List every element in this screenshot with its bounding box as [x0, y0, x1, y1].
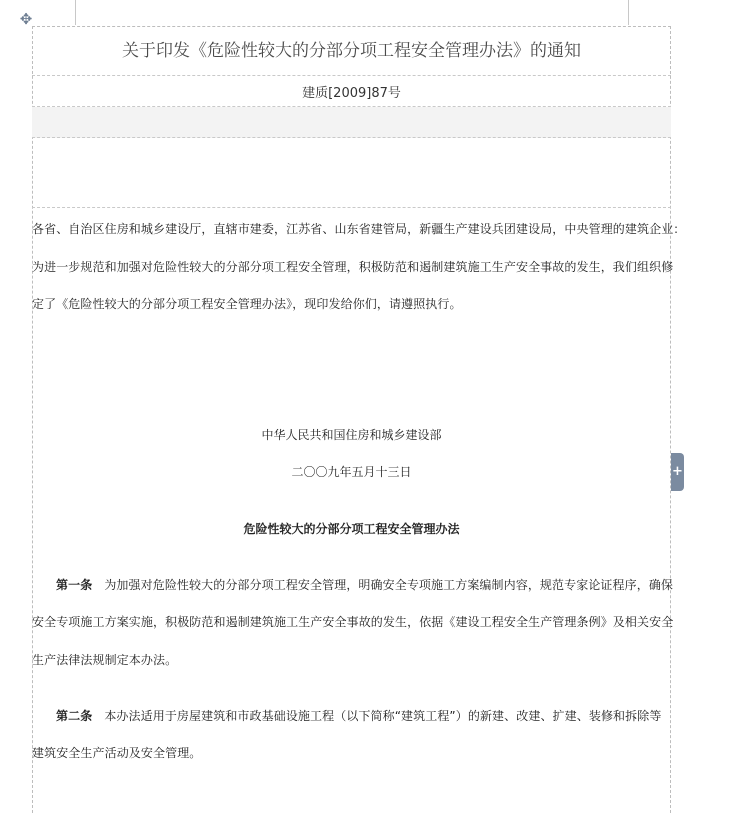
intro-line-2: 定了《危险性较大的分部分项工程安全管理办法》，现印发给你们，请遵照执行。: [32, 297, 462, 311]
article1-text-1: 为加强对危险性较大的分部分项工程安全管理，明确安全专项施工方案编制内容，规范专家论证程序，确保: [104, 578, 674, 592]
article1-line-2: 安全专项施工方案实施，积极防范和遏制建筑施工生产安全事故的发生，依据《建设工程安全生产管理条例》及相关安全: [32, 615, 674, 629]
crop-mark-right: [628, 0, 629, 25]
intro-line-1: 为进一步规范和加强对危险性较大的分部分项工程安全管理，积极防范和遏制建筑施工生产安全事故的发生，我们组织修: [32, 260, 674, 274]
gray-row: [32, 107, 671, 138]
article2-label: 第二条: [56, 709, 93, 723]
issue-date: 二〇〇九年五月十三日: [291, 465, 412, 479]
article2-text-1: 本办法适用于房屋建筑和市政基础设施工程（以下简称“建筑工程”）的新建、改建、扩建、装修和拆除等: [104, 709, 662, 723]
crop-mark-left: [75, 0, 76, 25]
article2-line-1: [32, 707, 672, 724]
article1-line-3: 生产法律法规制定本办法。: [32, 653, 178, 667]
article1-line-1: [32, 576, 672, 593]
article2-line-2: 建筑安全生产活动及安全管理。: [32, 746, 202, 760]
article1-label: 第一条: [56, 578, 93, 592]
blank-row: [32, 138, 671, 208]
measure-title: 危险性较大的分部分项工程安全管理办法: [243, 522, 460, 536]
plus-icon[interactable]: +: [671, 453, 684, 491]
addressee-line: 各省、自治区住房和城乡建设厅，直辖市建委，江苏省、山东省建管局，新疆生产建设兵团建设局，中央管理的建筑企业：: [32, 222, 686, 236]
issuer: 中华人民共和国住房和城乡建设部: [261, 428, 442, 442]
doc-number: 建质[2009]87号: [302, 86, 401, 101]
page-title: 关于印发《危险性较大的分部分项工程安全管理办法》的通知: [122, 41, 581, 61]
move-icon[interactable]: ✥: [19, 10, 33, 28]
